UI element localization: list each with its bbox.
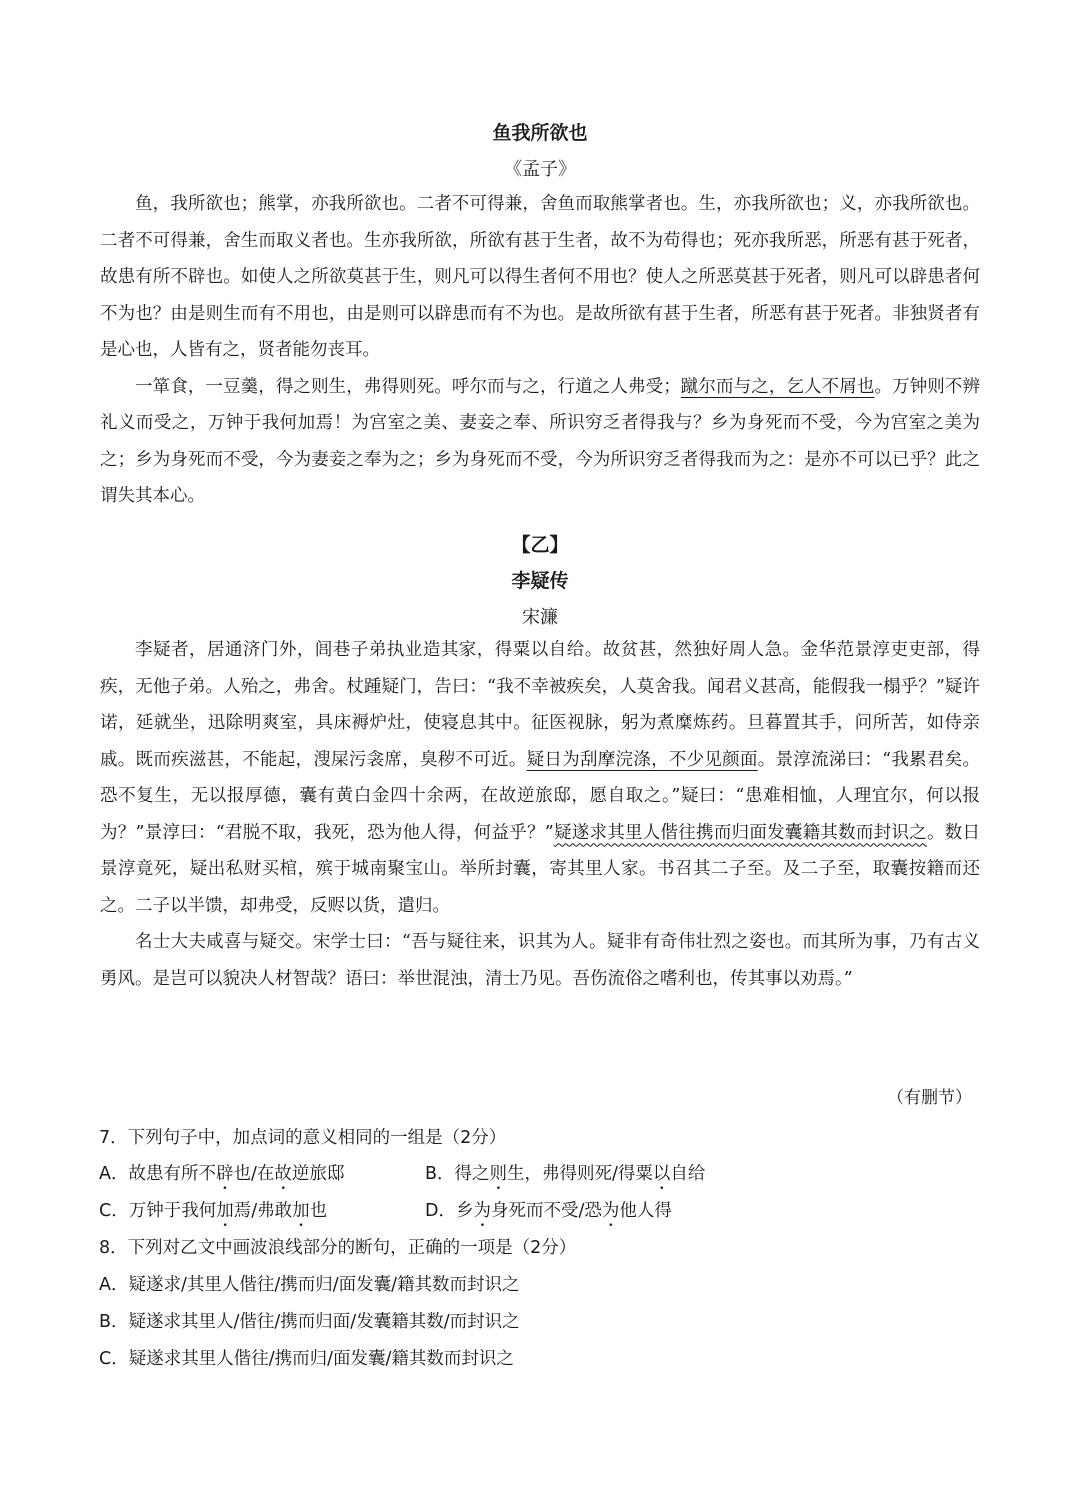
dotted-word: 以: [652, 1164, 671, 1184]
question-7-option-b[interactable]: [425, 1160, 705, 1194]
passage-b-paragraph-1: [100, 632, 980, 924]
option-label: C．: [99, 1201, 129, 1221]
text-segment: 自给: [670, 1164, 706, 1184]
option-label: B．: [425, 1164, 455, 1184]
dotted-word: 加: [292, 1201, 310, 1221]
dotted-word: 故: [274, 1164, 292, 1184]
passage-a-title: 鱼我所欲也: [492, 122, 588, 144]
passage-b-author: 宋濂: [522, 607, 558, 628]
text-segment: 生，弗得则死/得粟: [507, 1164, 653, 1184]
underlined-sentence: 疑日为刮摩浣涤，不少见颜面: [526, 749, 758, 770]
text-segment: 逆旅邸: [291, 1164, 345, 1184]
text-segment: 身死而不受/恐: [490, 1201, 602, 1221]
text-segment: 焉/弗敢: [233, 1201, 293, 1221]
passage-a-paragraph-2: [100, 369, 980, 515]
passage-b-body: [100, 632, 980, 997]
question-8-option-b[interactable]: B．疑遂求其里人/偕往/携而归面/发囊籍其数/而封识之: [99, 1312, 520, 1332]
text-segment: 他人得: [619, 1201, 672, 1221]
passage-b-marker: 【乙】: [511, 534, 569, 556]
question-7-stem: 7．下列句子中，加点词的意义相同的一组是（2分）: [99, 1128, 507, 1148]
text-segment: 万钟于我何: [128, 1201, 217, 1221]
text-segment: 乡: [455, 1201, 474, 1221]
option-label: A．: [99, 1164, 129, 1184]
dotted-word: 加: [216, 1201, 234, 1221]
question-7-option-a[interactable]: [99, 1160, 344, 1194]
text-segment: 李疑者，居通济门外，闾巷子弟执业造其家，得粟以自给。故贫甚，然独好周人急。金华范景淳吏吏部，得疾，无他子弟。人殆之，弗舍。杖踵疑门，告曰：“我不幸被疾矣，人莫舍我。闻君义甚高，能假我一榻乎？”疑许诺，延就坐，迅除明爽室，具床褥炉灶，使寝息其中。征医视脉，躬为煮糜炼药。旦暮置其手，问所苦，如侍亲戚。既而疾滋甚，不能起，溲屎污衾席，臭秽不可近。: [100, 640, 980, 770]
dotted-word: 为: [601, 1201, 620, 1221]
wavy-underlined-sentence: 疑遂求其里人偕往携而归面发囊籍其数而封识之: [553, 822, 927, 843]
dotted-word: 则: [489, 1164, 508, 1184]
question-8-option-c[interactable]: C．疑遂求其里人偕往/携而归/面发囊/籍其数而封识之: [99, 1349, 514, 1369]
text-segment: 。万钟则不辨礼义而受之，万钟于我何加焉！为宫室之美、妻妾之奉、所识穷乏者得我与？乡为身死而不受，今为宫室之美为之；乡为身死而不受，今为妻妾之奉为之；乡为身死而不受，今为所识穷乏者得我而为之：是亦不可以已乎？此之谓失其本心。: [100, 376, 981, 506]
passage-b-title: 李疑传: [511, 570, 569, 592]
question-7-option-c[interactable]: [99, 1197, 327, 1231]
dotted-word: 为: [473, 1201, 491, 1221]
text-segment: 。景淳流涕曰：“我累君矣。恐不复生，无以报厚德，囊有黄白金四十余两，在故逆旅邸，愿自取之。”疑曰：“患难相恤，人理宜尔，何以报为？”景淳曰：“君脱不取，我死，恐为他人得，何益乎？”: [100, 749, 980, 843]
passage-a-body: [100, 186, 980, 515]
passage-a-author: 《孟子》: [504, 159, 576, 180]
option-label: D．: [425, 1201, 456, 1221]
passage-b-paragraph-2: 名士大夫咸喜与疑交。宋学士曰：“吾与疑往来，识其为人。疑非有奇伟壮烈之姿也。而其所为事，乃有古义勇风。是岂可以貌决人材智哉？语曰：举世混浊，清士乃见。吾伤流俗之嗜利也，传其事以劝焉。”: [100, 932, 980, 989]
underlined-sentence: 蹴尔而与之，乞人不屑也: [680, 376, 875, 397]
text-segment: 也: [309, 1201, 328, 1221]
text-segment: 一箪食，一豆羹，得之则生，弗得则死。呼尔而与之，行道之人弗受；: [135, 376, 681, 397]
passage-a-paragraph-1: 鱼，我所欲也；熊掌，亦我所欲也。二者不可得兼，舍鱼而取熊掌者也。生，亦我所欲也；义，亦我所欲也。二者不可得兼，舍生而取义者也。生亦我所欲，所欲有甚于生者，故不为苟得也；死亦我所恶，所恶有甚于死者，故患有所不辟也。如使人之所欲莫甚于生，则凡可以得生者何不用也？使人之所恶莫甚于死者，则凡可以辟患者何不为也？由是则生而有不用也，由是则可以辟患而有不为也。是故所欲有甚于生者，所恶有甚于死者。非独贤者有是心也，人皆有之，贤者能勿丧耳。: [100, 194, 980, 360]
text-segment: 也/在: [233, 1164, 275, 1184]
dotted-word: 辟: [215, 1164, 234, 1184]
text-segment: 得之: [454, 1164, 490, 1184]
text-segment: 故患有所不: [128, 1164, 216, 1184]
text-segment: 。数日景淳竟死，疑出私财买棺，殡于城南聚宝山。举所封囊，寄其里人家。书召其二子至。及二子至，取囊按籍而还之。二子以半馈，却弗受，反赆以货，遣归。: [100, 822, 981, 916]
question-7-option-d[interactable]: [425, 1197, 672, 1231]
question-8-option-a[interactable]: A．疑遂求/其里人偕往/携而归/面发囊/籍其数而封识之: [99, 1275, 520, 1295]
abridged-note: （有删节）: [887, 1088, 972, 1108]
question-8-stem: 8．下列对乙文中画波浪线部分的断句，正确的一项是（2分）: [99, 1238, 577, 1258]
